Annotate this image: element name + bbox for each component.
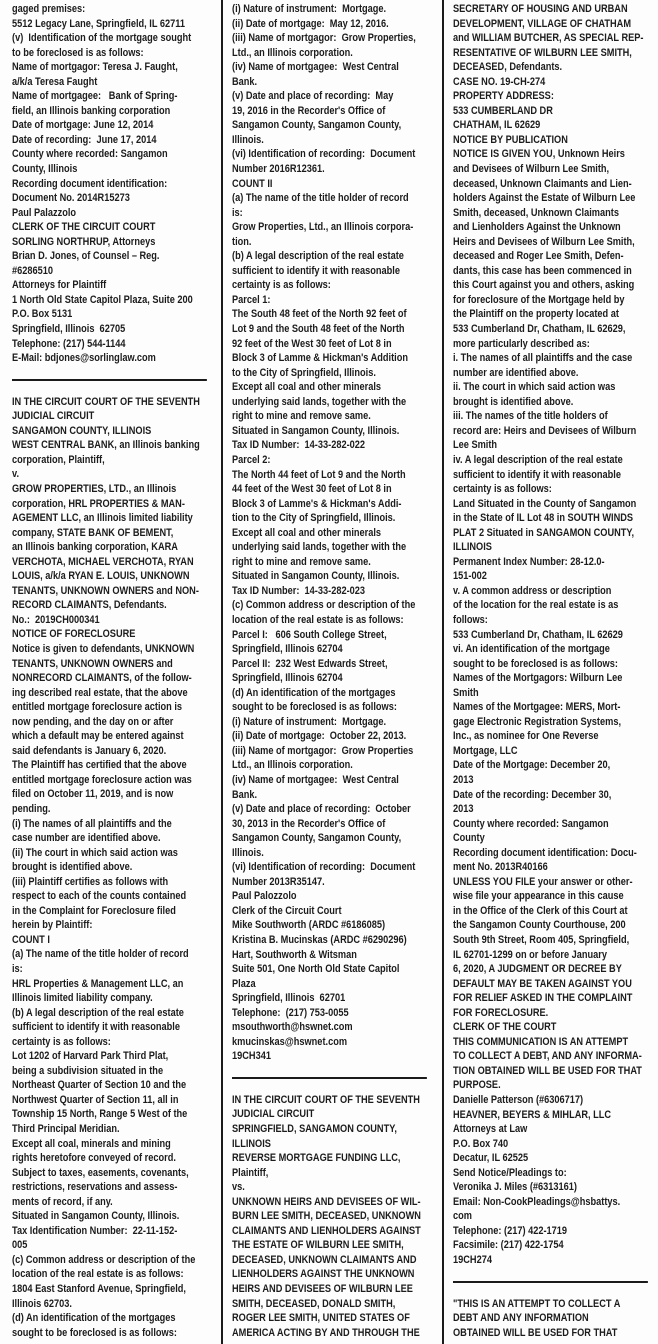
- text-line: IN THE CIRCUIT COURT OF THE SEVENTH: [232, 1093, 420, 1106]
- text-line: right to mine and remove same.: [232, 410, 371, 423]
- text-line: record are: Heirs and Devisees of Wilburn: [453, 424, 637, 437]
- text-line: rights heretofore conveyed of record.: [12, 1152, 176, 1165]
- text-line: this Court against you and others, asking: [453, 279, 635, 292]
- text-line: filed on October 11, 2019, and is now: [12, 788, 174, 801]
- text-line: an Illinois banking corporation, KARA: [12, 541, 178, 554]
- text-line: (b) A legal description of the real estate: [232, 250, 404, 263]
- text-line: Illinois.: [232, 846, 264, 859]
- text-line: Number 2016R12361.: [232, 163, 325, 176]
- text-line: Name of mortgagee: Bank of Spring-: [12, 90, 178, 103]
- text-line: and Devisees of Wilburn Lee Smith,: [453, 163, 610, 176]
- text-line: ILLINOIS: [232, 1137, 271, 1150]
- text-line: The Plaintiff has certified that the above: [12, 759, 187, 772]
- text-line: ROGER LEE SMITH, UNITED STATES OF: [232, 1312, 410, 1325]
- text-line: Lot 1202 of Harvard Park Third Plat,: [12, 1050, 169, 1063]
- text-line: follows:: [453, 613, 488, 626]
- text-line: COUNT II: [232, 177, 273, 190]
- text-line: ments of record, if any.: [12, 1195, 113, 1208]
- text-line: Northwest Quarter of Section 11, all in: [12, 1093, 179, 1106]
- text-line: is:: [12, 963, 23, 975]
- text-line: Tax Identification Number: 22-11-152-: [12, 1224, 178, 1237]
- text-line: Subject to taxes, easements, covenants,: [12, 1166, 189, 1179]
- text-line: FOR FORECLOSURE.: [453, 1006, 549, 1019]
- text-line: UNKNOWN HEIRS AND DEVISEES OF WIL-: [232, 1195, 421, 1208]
- text-line: GROW PROPERTIES, LTD., an Illinois: [12, 482, 177, 495]
- text-line: Except all coal and other minerals: [232, 526, 382, 539]
- text-line: (ii) Date of mortgage: October 22, 2013.: [232, 730, 407, 743]
- text-line: LIENHOLDERS AGAINST THE UNKNOWN: [232, 1268, 415, 1281]
- text-line: Bank.: [232, 788, 258, 801]
- text-line: herein by Plaintiff:: [12, 919, 93, 932]
- text-line: Inc., as nominee for One Reverse: [453, 730, 599, 743]
- text-line: msouthworth@hswnet.com: [232, 1021, 353, 1034]
- text-line: "THIS IS AN ATTEMPT TO COLLECT A: [453, 1297, 621, 1310]
- text-line: CLERK OF THE COURT: [453, 1021, 557, 1034]
- text-line: certainty is as follows:: [12, 1035, 111, 1048]
- column-3-text: [453, 2, 653, 1340]
- text-line: 19CH341: [232, 1050, 271, 1063]
- text-line: is:: [232, 206, 243, 219]
- text-line: Parcel 2:: [232, 453, 271, 466]
- text-line: NONRECORD CLAIMANTS, of the follow-: [12, 672, 192, 685]
- text-line: Except all coal and other minerals: [232, 381, 382, 394]
- text-line: (ii) Date of mortgage: May 12, 2016.: [232, 17, 389, 30]
- text-line: (i) Nature of instrument: Mortgage.: [232, 3, 387, 15]
- text-line: Tax ID Number: 14-33-282-022: [232, 439, 366, 452]
- text-line: a/k/a Teresa Faught: [12, 75, 98, 88]
- text-line: corporation, Plaintiff,: [12, 453, 105, 466]
- text-line: CHATHAM, IL 62629: [453, 119, 541, 132]
- text-line: 005: [12, 1239, 28, 1252]
- text-line: ii. The court in which said action was: [453, 381, 616, 394]
- text-line: for foreclosure of the Mortgage held by: [453, 293, 625, 306]
- text-line: Date of the recording: December 30,: [453, 788, 612, 801]
- text-line: Document No. 2014R15273: [12, 192, 130, 205]
- text-line: ment No. 2013R40166: [453, 861, 548, 874]
- text-line: 533 Cumberland Dr, Chatham, IL 62629,: [453, 323, 626, 336]
- text-line: Mortgage, LLC: [453, 744, 518, 757]
- text-line: No.: 2019CH000341: [12, 613, 100, 626]
- text-line: Sangamon County, Sangamon County,: [232, 119, 402, 132]
- text-line: Date of the Mortgage: December 20,: [453, 759, 611, 772]
- text-line: right to mine and remove same.: [232, 555, 371, 568]
- text-line: Email: Non-CookPleadings@hsbattys.: [453, 1195, 621, 1208]
- text-line: CASE NO. 19-CH-274: [453, 75, 546, 88]
- text-line: (a) The name of the title holder of record: [12, 948, 189, 961]
- text-line: REVERSE MORTGAGE FUNDING LLC,: [232, 1152, 401, 1165]
- text-line: respect to each of the counts contained: [12, 890, 187, 903]
- text-line: (iii) Plaintiff certifies as follows with: [12, 875, 169, 888]
- text-line: (a) The name of the title holder of record: [232, 192, 409, 205]
- text-line: Except all coal, minerals and mining: [12, 1137, 171, 1150]
- text-line: SORLING NORTHRUP, Attorneys: [12, 235, 156, 248]
- text-line: AMERICA ACTING BY AND THROUGH THE: [232, 1326, 420, 1339]
- text-line: iv. A legal description of the real estate: [453, 453, 623, 466]
- text-line: THE ESTATE OF WILBURN LEE SMITH,: [232, 1239, 404, 1252]
- text-line: Telephone: (217) 544-1144: [12, 337, 126, 350]
- text-line: case number are identified above.: [12, 832, 161, 845]
- text-line: gaged premises:: [12, 3, 86, 15]
- text-line: SANGAMON COUNTY, ILLINOIS: [12, 424, 152, 437]
- text-line: Situated in Sangamon County, Illinois.: [12, 1210, 180, 1223]
- text-line: (v) Date and place of recording: October: [232, 803, 411, 816]
- text-line: Parcel I: 606 South College Street,: [232, 628, 387, 641]
- text-line: 1804 East Stanford Avenue, Springfield,: [12, 1283, 186, 1296]
- text-line: P.O. Box 740: [453, 1137, 509, 1150]
- text-line: 533 Cumberland Dr, Chatham, IL 62629: [453, 628, 623, 641]
- text-line: (ii) The court in which said action was: [12, 846, 178, 859]
- text-line: County where recorded: Sangamon: [453, 817, 609, 830]
- text-line: Kristina B. Mucinskas (ARDC #6290296): [232, 934, 407, 946]
- text-line: certainty is as follows:: [232, 279, 331, 292]
- text-line: (v) Identification of the mortgage sought: [12, 32, 192, 45]
- section-divider: [232, 1064, 434, 1093]
- text-line: 92 feet of the West 30 feet of Lot 8 in: [232, 337, 392, 350]
- text-line: (iii) Name of mortgagor: Grow Properties: [232, 744, 414, 757]
- text-line: Date of recording: June 17, 2014: [12, 133, 157, 146]
- text-line: ing described real estate, that the above: [12, 686, 188, 699]
- text-line: COUNT I: [12, 933, 50, 946]
- text-line: 533 CUMBERLAND DR: [453, 104, 553, 117]
- legal-notice-column-2: [232, 0, 436, 1344]
- text-line: Township 15 North, Range 5 West of the: [12, 1108, 188, 1121]
- text-line: TENANTS, UNKNOWN OWNERS and NON-: [12, 584, 199, 597]
- text-line: TO COLLECT A DEBT, AND ANY INFORMA-: [453, 1050, 642, 1063]
- text-line: sufficient to identify it with reasonable: [12, 1021, 180, 1034]
- text-line: 1 North Old State Capitol Plaza, Suite 200: [12, 293, 193, 306]
- text-line: Telephone: (217) 753-0055: [232, 1006, 349, 1019]
- text-line: 19CH274: [453, 1254, 492, 1267]
- text-line: Attorneys at Law: [453, 1123, 528, 1136]
- text-line: Telephone: (217) 422-1719: [453, 1224, 568, 1237]
- text-line: (i) The names of all plaintiffs and the: [12, 817, 172, 830]
- text-line: Brian D. Jones, of Counsel – Reg.: [12, 250, 160, 263]
- text-line: THIS COMMUNICATION IS AN ATTEMPT: [453, 1035, 629, 1048]
- text-line: FOR RELIEF ASKED IN THE COMPLAINT: [453, 992, 633, 1005]
- text-line: Notice is given to defendants, UNKNOWN: [12, 642, 195, 655]
- text-line: iii. The names of the title holders of: [453, 410, 608, 423]
- text-line: PROPERTY ADDRESS:: [453, 90, 554, 103]
- text-line: tion.: [232, 235, 252, 248]
- text-line: 44 feet of the West 30 feet of Lot 8 in: [232, 483, 392, 496]
- text-line: E-Mail: bdjones@sorlinglaw.com: [12, 352, 156, 365]
- text-line: to the City of Springfield, Illinois.: [232, 366, 376, 379]
- text-line: CLERK OF THE CIRCUIT COURT: [12, 221, 156, 234]
- text-line: and Lienholders Against the Unknown: [453, 221, 621, 234]
- text-line: holders Against the Estate of Wilburn Lee: [453, 192, 636, 205]
- text-line: location of the real estate is as follows:: [232, 613, 404, 626]
- text-line: Recording document identification: Docu-: [453, 846, 637, 859]
- text-line: (vi) Identification of recording: Document: [232, 148, 416, 161]
- text-line: Permanent Index Number: 28-12.0-: [453, 555, 605, 568]
- text-line: gage Electronic Registration Systems,: [453, 715, 622, 728]
- text-line: LOUIS, a/k/a RYAN E. LOUIS, UNKNOWN: [12, 570, 190, 583]
- text-line: 2013: [453, 803, 474, 816]
- text-line: corporation, HRL PROPERTIES & MAN-: [12, 497, 185, 510]
- text-line: Decatur, IL 62525: [453, 1152, 529, 1165]
- text-line: vi. An identification of the mortgage: [453, 643, 610, 656]
- text-line: CLAIMANTS AND LIENHOLDERS AGAINST: [232, 1224, 421, 1237]
- text-line: Send Notice/Pleadings to:: [453, 1166, 567, 1179]
- text-line: PURPOSE.: [453, 1079, 501, 1092]
- text-line: v.: [12, 468, 20, 481]
- text-line: company, STATE BANK OF BEMENT,: [12, 526, 174, 539]
- text-line: Springfield, Illinois 62705: [12, 323, 126, 336]
- text-line: Lot 9 and the South 48 feet of the North: [232, 323, 405, 336]
- text-line: Smith: [453, 686, 479, 699]
- text-line: (i) Nature of instrument: Mortgage.: [232, 715, 387, 728]
- text-line: to be foreclosed is as follows:: [12, 46, 144, 59]
- text-line: Number 2013R35147.: [232, 875, 325, 888]
- text-line: SPRINGFIELD, SANGAMON COUNTY,: [232, 1123, 397, 1136]
- text-line: ILLINOIS: [453, 541, 492, 554]
- text-line: Names of the Mortgagee: MERS, Mort-: [453, 701, 621, 714]
- text-line: sufficient to identify it with reasonable: [453, 468, 621, 481]
- text-line: Lee Smith: [453, 439, 498, 452]
- text-line: underlying said lands, together with the: [232, 541, 407, 554]
- text-line: pending.: [12, 802, 51, 815]
- text-line: 2013: [453, 773, 474, 786]
- text-line: being a subdivision situated in the: [12, 1064, 164, 1077]
- text-line: Springfield, Illinois 62704: [232, 672, 343, 685]
- text-line: #6286510: [12, 264, 54, 277]
- text-line: Veronika J. Miles (#6313161): [453, 1181, 577, 1194]
- text-line: Tax ID Number: 14-33-282-023: [232, 584, 366, 597]
- text-line: Smith, deceased, Unknown Claimants: [453, 206, 619, 219]
- text-line: TENANTS, UNKNOWN OWNERS and: [12, 657, 173, 670]
- text-line: Clerk of the Circuit Court: [232, 904, 342, 917]
- text-line: restrictions, reservations and assess-: [12, 1181, 178, 1194]
- text-line: Bank.: [232, 75, 258, 88]
- text-line: brought is identified above.: [453, 395, 574, 408]
- text-line: Block 3 of Lamme & Hickman's Addition: [232, 352, 408, 365]
- text-line: com: [453, 1210, 472, 1223]
- text-line: (iii) Name of mortgagor: Grow Properties,: [232, 32, 416, 45]
- text-line: (vi) Identification of recording: Document: [232, 861, 416, 874]
- text-line: Heirs and Devisees of Wilburn Lee Smith,: [453, 235, 635, 248]
- text-line: Paul Palazzolo: [12, 206, 77, 219]
- text-line: 30, 2013 in the Recorder's Office of: [232, 817, 386, 830]
- text-line: Parcel II: 232 West Edwards Street,: [232, 657, 388, 670]
- text-line: which a default may be entered against: [12, 730, 184, 743]
- section-divider: [12, 366, 214, 395]
- text-line: Third Principal Meridian.: [12, 1123, 120, 1136]
- text-line: VERCHOTA, MICHAEL VERCHOTA, RYAN: [12, 555, 194, 568]
- text-line: v. A common address or description: [453, 584, 612, 597]
- text-line: (c) Common address or description of the: [232, 599, 416, 612]
- text-line: certainty is as follows:: [453, 483, 552, 496]
- text-line: Sangamon County, Sangamon County,: [232, 832, 402, 845]
- text-line: DEFAULT MAY BE TAKEN AGAINST YOU: [453, 977, 632, 990]
- text-line: Illinois limited liability company.: [12, 992, 153, 1005]
- text-line: sought to be foreclosed is as follows:: [12, 1326, 177, 1339]
- text-line: Facsimile: (217) 422-1754: [453, 1239, 564, 1252]
- text-line: HEAVNER, BEYERS & MIHLAR, LLC: [453, 1108, 612, 1121]
- text-line: Springfield, Illinois 62701: [232, 992, 346, 1005]
- text-line: Land Situated in the County of Sangamon: [453, 497, 637, 510]
- text-line: Illinois.: [232, 133, 264, 146]
- text-line: 151-002: [453, 570, 487, 583]
- text-line: OBTAINED WILL BE USED FOR THAT: [453, 1326, 618, 1339]
- text-line: Springfield, Illinois 62704: [232, 643, 343, 656]
- text-line: Block 3 of Lamme's & Hickman's Addi-: [232, 497, 402, 510]
- text-line: said defendants is January 6, 2020.: [12, 744, 167, 757]
- text-line: underlying said lands, together with the: [232, 395, 407, 408]
- column-separator-1: [221, 0, 223, 1344]
- text-line: Paul Palozzolo: [232, 890, 297, 903]
- text-line: sought to be foreclosed is as follows:: [453, 657, 618, 670]
- text-line: NOTICE IS GIVEN YOU, Unknown Heirs: [453, 148, 625, 161]
- text-line: (iv) Name of mortgagee: West Central: [232, 61, 399, 74]
- text-line: deceased, Unknown Claimants and Lien-: [453, 177, 632, 190]
- text-line: Illinois 62703.: [12, 1297, 72, 1310]
- column-1-text: [12, 2, 214, 1340]
- text-line: Parcel 1:: [232, 293, 271, 306]
- text-line: HEIRS AND DEVISEES OF WILBURN LEE: [232, 1283, 413, 1296]
- text-line: Name of mortgagor: Teresa J. Faught,: [12, 61, 178, 74]
- text-line: Mike Southworth (ARDC #6186085): [232, 919, 386, 932]
- text-line: Plaza: [232, 977, 256, 990]
- text-line: (v) Date and place of recording: May: [232, 90, 394, 103]
- text-line: UNLESS YOU FILE your answer or other-: [453, 875, 633, 888]
- text-line: RESENTATIVE OF WILBURN LEE SMITH,: [453, 46, 632, 59]
- text-line: HRL Properties & Management LLC, an: [12, 977, 184, 990]
- text-line: sought to be foreclosed is as follows:: [232, 701, 397, 714]
- text-line: JUDICIAL CIRCUIT: [12, 410, 95, 423]
- text-line: (d) An identification of the mortgages: [12, 1312, 176, 1325]
- text-line: NOTICE OF FORECLOSURE: [12, 628, 136, 641]
- text-line: tion to the City of Springfield, Illinois.: [232, 512, 396, 525]
- text-line: now pending, and the day on or after: [12, 715, 174, 728]
- text-line: IL 62701-1299 on or before January: [453, 948, 608, 961]
- text-line: Date of mortgage: June 12, 2014: [12, 119, 154, 132]
- text-line: AGEMENT LLC, an Illinois limited liability: [12, 512, 193, 525]
- text-line: County: [453, 832, 485, 845]
- text-line: of the location for the real estate is as: [453, 599, 619, 612]
- text-line: i. The names of all plaintiffs and the case: [453, 352, 633, 365]
- text-line: vs.: [232, 1181, 245, 1194]
- text-line: (d) An identification of the mortgages: [232, 686, 396, 699]
- text-line: Danielle Patterson (#6306717): [453, 1094, 584, 1107]
- text-line: (b) A legal description of the real estate: [12, 1006, 184, 1019]
- text-line: deceased and Roger Lee Smith, Defen-: [453, 250, 624, 263]
- text-line: South 9th Street, Room 405, Springfield,: [453, 934, 630, 946]
- text-line: DEBT AND ANY INFORMATION: [453, 1312, 589, 1325]
- text-line: 5512 Legacy Lane, Springfield, IL 62711: [12, 17, 185, 30]
- text-line: Plaintiff,: [232, 1166, 269, 1179]
- text-line: in the Office of the Clerk of this Court at: [453, 904, 628, 917]
- column-separator-2: [442, 0, 444, 1344]
- text-line: Ltd., an Illinois corporation.: [232, 759, 353, 772]
- text-line: sufficient to identify it with reasonable: [232, 264, 400, 277]
- text-line: entitled mortgage foreclosure action was: [12, 773, 192, 786]
- text-line: Hart, Southworth & Witsman: [232, 948, 357, 961]
- text-line: and WILLIAM BUTCHER, AS SPECIAL REP-: [453, 32, 644, 45]
- text-line: JUDICIAL CIRCUIT: [232, 1108, 315, 1121]
- text-line: Situated in Sangamon County, Illinois.: [232, 570, 400, 583]
- text-line: Situated in Sangamon County, Illinois.: [232, 424, 400, 437]
- text-line: County where recorded: Sangamon: [12, 148, 168, 161]
- text-line: WEST CENTRAL BANK, an Illinois banking: [12, 439, 200, 452]
- text-line: BURN LEE SMITH, DECEASED, UNKNOWN: [232, 1210, 421, 1223]
- text-line: DECEASED, Defendants.: [453, 61, 563, 74]
- text-line: Recording document identification:: [12, 177, 168, 190]
- legal-notice-column-1: [12, 0, 214, 1344]
- text-line: (iv) Name of mortgagee: West Central: [232, 773, 399, 786]
- text-line: dants, this case has been commenced in: [453, 264, 632, 277]
- text-line: DEVELOPMENT, VILLAGE OF CHATHAM: [453, 17, 632, 30]
- text-line: Northeast Quarter of Section 10 and the: [12, 1079, 187, 1092]
- column-2-text: [232, 2, 434, 1340]
- text-line: number are identified above.: [453, 366, 579, 379]
- text-line: the Sangamon County Courthouse, 200: [453, 919, 626, 932]
- text-line: (c) Common address or description of the: [12, 1253, 196, 1266]
- text-line: IN THE CIRCUIT COURT OF THE SEVENTH: [12, 395, 200, 408]
- text-line: SECRETARY OF HOUSING AND URBAN: [453, 3, 628, 15]
- text-line: in the Complaint for Foreclosure filed: [12, 904, 176, 917]
- text-line: PLAT 2 Situated in SANGAMON COUNTY,: [453, 526, 635, 539]
- text-line: more particularly described as:: [453, 337, 590, 350]
- text-line: DECEASED, UNKNOWN CLAIMANTS AND: [232, 1253, 417, 1266]
- text-line: the Plaintiff on the property located at: [453, 308, 619, 321]
- text-line: in the State of IL Lot 48 in SOUTH WINDS: [453, 512, 634, 525]
- legal-notice-column-3: [453, 0, 653, 1344]
- text-line: The North 44 feet of Lot 9 and the North: [232, 468, 406, 481]
- text-line: County, Illinois: [12, 163, 78, 176]
- text-line: brought is identified above.: [12, 861, 133, 874]
- text-line: entitled mortgage foreclosure action is: [12, 701, 183, 714]
- text-line: Names of the Mortgagors: Wilburn Lee: [453, 672, 623, 685]
- text-line: 19, 2016 in the Recorder's Office of: [232, 104, 386, 117]
- text-line: The South 48 feet of the North 92 feet of: [232, 308, 407, 321]
- text-line: Attorneys for Plaintiff: [12, 279, 107, 292]
- text-line: RECORD CLAIMANTS, Defendants.: [12, 599, 167, 612]
- text-line: Suite 501, One North Old State Capitol: [232, 963, 400, 976]
- text-line: field, an Illinois banking corporation: [12, 104, 171, 117]
- text-line: kmucinskas@hswnet.com: [232, 1035, 348, 1048]
- text-line: TION OBTAINED WILL BE USED FOR THAT: [453, 1064, 642, 1077]
- text-line: NOTICE BY PUBLICATION: [453, 133, 568, 146]
- text-line: location of the real estate is as follows:: [12, 1268, 184, 1281]
- text-line: P.O. Box 5131: [12, 308, 73, 321]
- text-line: Grow Properties, Ltd., an Illinois corpora-: [232, 221, 414, 234]
- text-line: Ltd., an Illinois corporation.: [232, 46, 353, 59]
- section-divider: [453, 1268, 653, 1297]
- text-line: wise file your appearance in this cause: [453, 890, 624, 903]
- text-line: SMITH, DECEASED, DONALD SMITH,: [232, 1297, 396, 1310]
- text-line: 6, 2020, A JUDGMENT OR DECREE BY: [453, 963, 622, 976]
